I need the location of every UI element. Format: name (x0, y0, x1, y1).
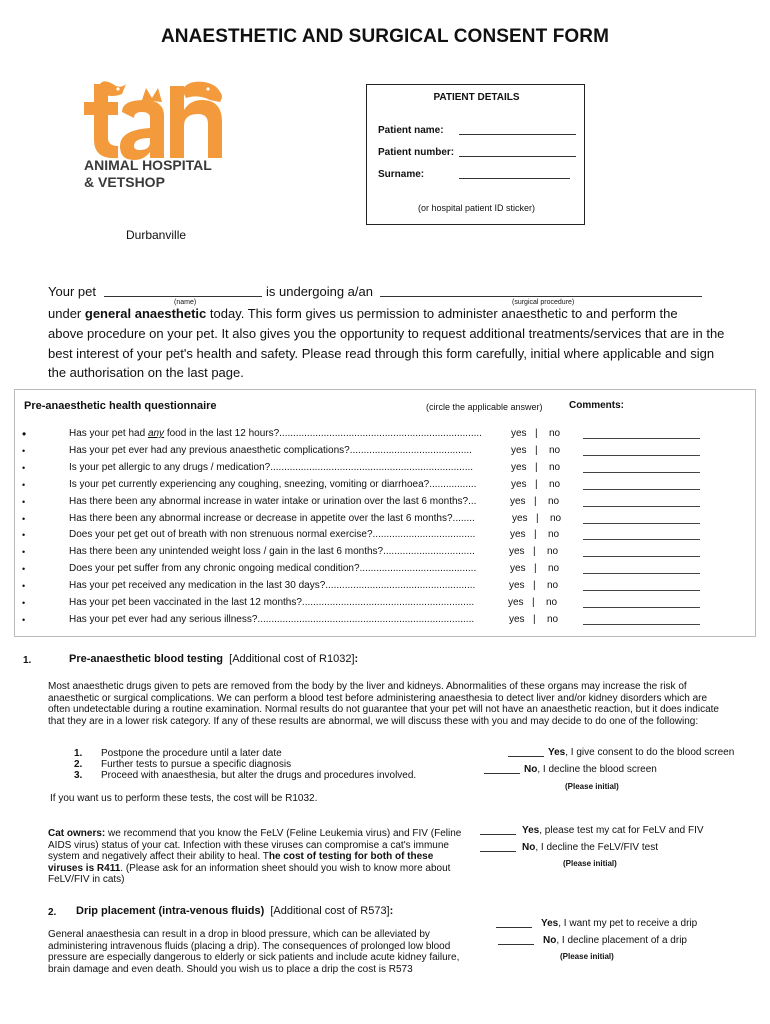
answer-separator: | (533, 546, 536, 557)
answer-separator: | (535, 428, 538, 439)
drip-initial-note: (Please initial) (560, 952, 614, 961)
cat-owners-text: Cat owners: we recommend that you know the FeLV (Feline Leukemia virus) and FIV (Feline AIDS virus) status of your cat. Infection with these viruses can compromise a cat's immune system and negatively affect their ability to heal. The cost of testing for both of these viruses is R411. (Please ask for an information sheet should you wish to know more about FeLV/FIV in cats) (48, 828, 462, 885)
patient-number-field[interactable] (459, 156, 576, 157)
blood-screen-yes-initial[interactable] (508, 756, 544, 757)
intro-line-1: under general anaesthetic today. This form gives us permission to administer anaesthetic to and perform the (48, 306, 678, 321)
question-text: Is your pet allergic to any drugs / medication?......................................................................... (69, 462, 474, 473)
patient-details-box (366, 84, 585, 225)
question-bullet: • (22, 598, 26, 608)
patient-number-label: Patient number: (378, 147, 455, 158)
question-bullet: • (22, 463, 26, 473)
hospital-location: Durbanville (126, 228, 187, 242)
intro-line-4: the authorisation on the last page. (48, 365, 244, 380)
intro-line-2: above procedure on your pet. It also gives you the opportunity to request additional treatments/services that are in the (48, 326, 725, 341)
patient-sticker-note: (or hospital patient ID sticker) (417, 203, 536, 213)
answer-separator: | (534, 529, 537, 540)
question-bullet: • (22, 427, 27, 441)
section-2-number: 2. (48, 907, 57, 918)
hospital-name: ANIMAL HOSPITAL & VETSHOP (84, 157, 212, 190)
answer-separator: | (534, 563, 537, 574)
drip-yes-text: Yes, I want my pet to receive a drip (541, 918, 698, 929)
felv-yes-initial[interactable] (480, 834, 516, 835)
answer-no[interactable]: no (549, 445, 561, 456)
section-2-body: General anaesthesia can result in a drop in blood pressure, which can be alleviated by administering intravenous fluids (placing a drip). The consequences of prolonged low blood pressure are especially dangerous to elderly or sick patients and include acute kidney failure, brain damage and even death. Should you wish us to place a drip the cost is R573 (48, 929, 460, 975)
answer-separator: | (533, 614, 536, 625)
question-bullet: • (22, 530, 26, 540)
comment-field[interactable] (583, 624, 700, 625)
comment-field[interactable] (583, 506, 700, 507)
question-bullet: • (22, 564, 26, 574)
question-bullet: • (22, 581, 26, 591)
option-1-text: Postpone the procedure until a later date (101, 748, 282, 759)
section-2-title: Drip placement (intra-venous fluids) [Additional cost of R573]: (76, 905, 394, 917)
comment-field[interactable] (583, 455, 700, 456)
comment-field[interactable] (583, 472, 700, 473)
answer-yes[interactable]: yes (509, 614, 525, 625)
section-1-title: Pre-anaesthetic blood testing [Additional cost of R1032]: (69, 653, 359, 665)
answer-yes[interactable]: yes (511, 462, 527, 473)
comment-field[interactable] (583, 489, 700, 490)
answer-no[interactable]: no (550, 513, 562, 524)
blood-screen-yes-text: Yes, I give consent to do the blood screen (548, 747, 735, 758)
blood-screen-no-text: No, I decline the blood screen (524, 764, 657, 775)
blood-test-cost-note: If you want us to perform these tests, the cost will be R1032. (50, 793, 318, 804)
option-2-text: Further tests to pursue a specific diagnosis (101, 759, 292, 770)
answer-separator: | (534, 496, 537, 507)
patient-details-title: PATIENT DETAILS (433, 92, 520, 103)
question-bullet: • (22, 480, 26, 490)
questionnaire-title: Pre-anaesthetic health questionnaire (24, 400, 217, 412)
form-title: ANAESTHETIC AND SURGICAL CONSENT FORM (160, 26, 610, 47)
drip-no-initial[interactable] (498, 944, 534, 945)
comment-field[interactable] (583, 556, 700, 557)
answer-yes[interactable]: yes (509, 546, 525, 557)
option-3-num: 3. (74, 770, 83, 781)
question-text: Has your pet ever had any serious illness?.............................................................................. (69, 614, 475, 625)
felv-yes-text: Yes, please test my cat for FeLV and FIV (522, 825, 704, 836)
surname-label: Surname: (378, 169, 425, 180)
comment-field[interactable] (583, 573, 700, 574)
answer-yes[interactable]: yes (511, 428, 527, 439)
question-text: Has your pet been vaccinated in the last 12 months?.............................................................. (69, 597, 475, 608)
question-bullet: • (22, 615, 26, 625)
comments-header: Comments: (569, 400, 625, 411)
answer-separator: | (535, 462, 538, 473)
drip-no-text: No, I decline placement of a drip (543, 935, 687, 946)
question-text: Has your pet had any food in the last 12 hours?......................................................................... (69, 428, 482, 439)
answer-yes[interactable]: yes (512, 513, 528, 524)
question-text: Has there been any abnormal increase in water intake or urination over the last 6 months?... (69, 496, 477, 507)
comment-field[interactable] (583, 438, 700, 439)
question-bullet: • (22, 446, 26, 456)
answer-separator: | (533, 580, 536, 591)
question-text: Has your pet received any medication in the last 30 days?...................................................... (69, 580, 476, 591)
section-1-body: Most anaesthetic drugs given to pets are removed from the body by the liver and kidneys. Abnormalities of these organs may increase the risk of anaesthetic or surgical complications. We can perform a blood test before administering anaesthesia to detect liver and/or kidney disorders which are often undetectable during a routine examination. Normal results do not guarantee that your pet will not have an anaesthetic reaction, but it does indicate that they are in a lower risk category. If any of these results are abnormal, we will discuss these with you and may decide to do one of the following: (48, 681, 719, 727)
answer-no[interactable]: no (546, 597, 558, 608)
answer-separator: | (535, 479, 538, 490)
answer-no[interactable]: no (548, 563, 560, 574)
surgical-procedure-caption: (surgical procedure) (512, 299, 575, 306)
intro-undergoing: is undergoing a/an (266, 284, 373, 299)
comment-field[interactable] (583, 607, 700, 608)
answer-no[interactable]: no (549, 462, 561, 473)
question-text: Does your pet suffer from any chronic ongoing medical condition?.......................................... (69, 563, 477, 574)
answer-yes[interactable]: yes (508, 597, 524, 608)
answer-yes[interactable]: yes (509, 580, 525, 591)
question-text: Has your pet ever had any previous anaesthetic complications?............................................ (69, 445, 472, 456)
question-text: Has there been any unintended weight loss / gain in the last 6 months?................................. (69, 546, 475, 557)
answer-separator: | (535, 445, 538, 456)
question-bullet: • (22, 547, 26, 557)
answer-yes[interactable]: yes (510, 529, 526, 540)
question-text: Is your pet currently experiencing any coughing, sneezing, vomiting or diarrhoea?................. (69, 479, 477, 490)
answer-yes[interactable]: yes (510, 496, 526, 507)
option-3-text: Proceed with anaesthesia, but alter the drugs and procedures involved. (101, 770, 417, 781)
answer-no[interactable]: no (548, 529, 560, 540)
question-bullet: • (22, 514, 26, 524)
option-1-num: 1. (74, 748, 83, 759)
circle-answer-note: (circle the applicable answer) (426, 402, 543, 412)
felv-no-initial[interactable] (480, 851, 516, 852)
blood-screen-no-initial[interactable] (484, 773, 520, 774)
answer-no[interactable]: no (547, 614, 559, 625)
answer-no[interactable]: no (549, 479, 561, 490)
intro-line-3: best interest of your pet's health and safety. Please read through this form carefully, initial where applicable and sign (48, 346, 715, 361)
option-2-num: 2. (74, 759, 83, 770)
question-bullet: • (22, 497, 26, 507)
surgical-procedure-field[interactable] (380, 296, 702, 297)
drip-yes-initial[interactable] (496, 927, 532, 928)
surname-field[interactable] (459, 178, 570, 179)
comment-field[interactable] (583, 523, 700, 524)
answer-yes[interactable]: yes (510, 563, 526, 574)
answer-no[interactable]: no (547, 580, 559, 591)
comment-field[interactable] (583, 539, 700, 540)
patient-name-label: Patient name: (378, 125, 444, 136)
answer-yes[interactable]: yes (511, 479, 527, 490)
patient-name-field[interactable] (459, 134, 576, 135)
pet-name-field[interactable] (104, 296, 262, 297)
section-1-number: 1. (23, 655, 32, 666)
answer-no[interactable]: no (548, 496, 560, 507)
felv-no-text: No, I decline the FeLV/FIV test (522, 842, 658, 853)
comment-field[interactable] (583, 590, 700, 591)
pet-name-caption: (name) (174, 299, 197, 306)
intro-your-pet: Your pet (48, 284, 96, 299)
felv-initial-note: (Please initial) (563, 859, 617, 868)
answer-no[interactable]: no (547, 546, 559, 557)
answer-separator: | (532, 597, 535, 608)
answer-yes[interactable]: yes (511, 445, 527, 456)
question-text: Does your pet get out of breath with non strenuous normal exercise?..................................... (69, 529, 476, 540)
answer-separator: | (536, 513, 539, 524)
question-text: Has there been any abnormal increase or decrease in appetite over the last 6 months?........ (69, 513, 475, 524)
answer-no[interactable]: no (549, 428, 561, 439)
blood-screen-initial-note: (Please initial) (565, 782, 619, 791)
